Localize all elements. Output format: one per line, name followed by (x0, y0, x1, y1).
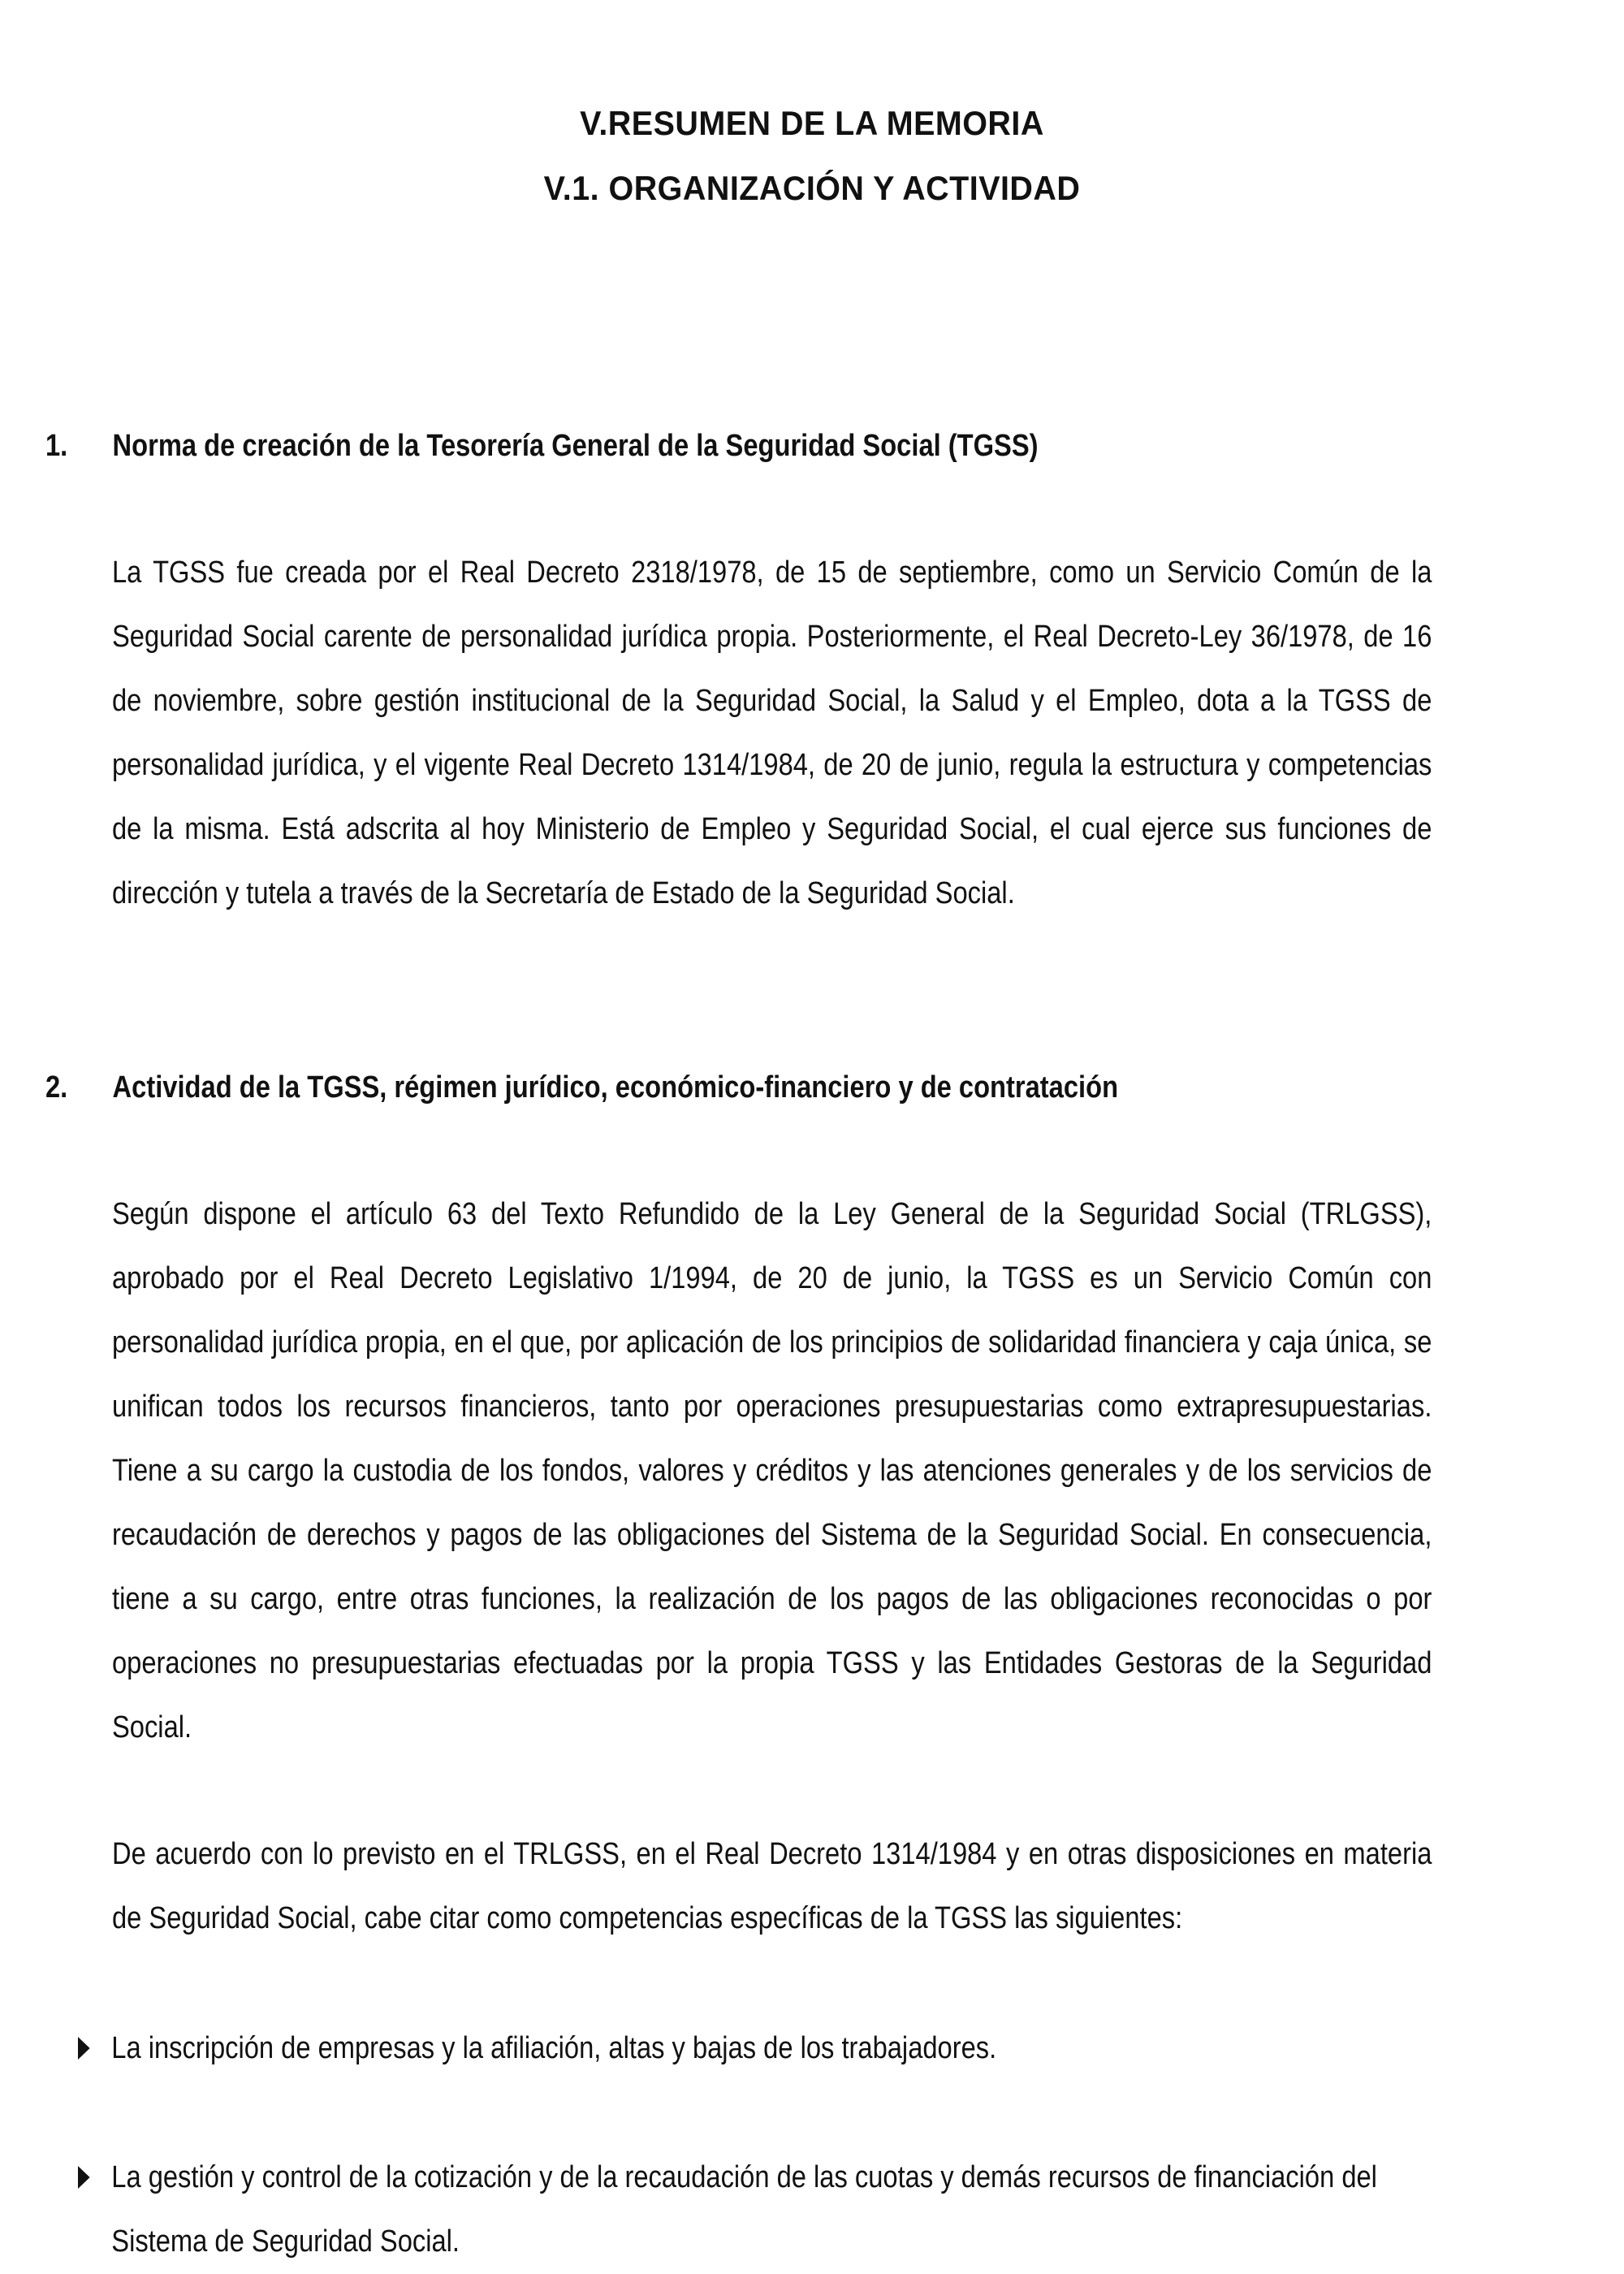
section-2-paragraph-2: De acuerdo con lo previsto en el TRLGSS, en el Real Decreto 1314/1984 y en otras disposiciones en materia de Seguridad Social, cabe citar como competencias específicas de la TGSS las siguientes: (112, 1837, 1432, 1935)
list-item-text: La gestión y control de la cotización y de la recaudación de las cuotas y demás recursos de financiación del Sistema de Seguridad Social. (111, 2160, 1377, 2259)
list-item (78, 2017, 1405, 2081)
section-number: 2. (45, 1070, 68, 1105)
section-heading-text: Actividad de la TGSS, régimen jurídico, económico-financiero y de contratación (112, 1070, 1119, 1105)
document-subtitle: V.1. ORGANIZACIÓN Y ACTIVIDAD (543, 169, 1081, 207)
section-2-paragraph-1: Según dispone el artículo 63 del Texto Refundido de la Ley General de la Seguridad Social (TRLGSS), aprobado por el Real Decreto Legislativo 1/1994, de 20 de junio, la TGSS es un Servicio Común con personalidad jurídica propia, en el que, por aplicación de los principios de solidaridad financiera y caja única, se unifican todos los recursos financieros, tanto por operaciones presupuestarias como extrapresupuestarias. Tiene a su cargo la custodia de los fondos, valores y créditos y las atenciones generales y de los servicios de recaudación de derechos y pagos de las obligaciones del Sistema de la Seguridad Social. En consecuencia, tiene a su cargo, entre otras funciones, la realización de los pagos de las obligaciones reconocidas o por operaciones no presupuestarias efectuadas por la propia TGSS y las Entidades Gestoras de la Seguridad Social. (112, 1197, 1432, 1744)
section-number: 1. (45, 429, 68, 463)
triangle-bullet-icon (78, 2166, 90, 2189)
triangle-bullet-icon (78, 2037, 90, 2060)
list-item-text: La inscripción de empresas y la afiliación, altas y bajas de los trabajadores. (111, 2031, 997, 2065)
section-1-paragraph: La TGSS fue creada por el Real Decreto 2318/1978, de 15 de septiembre, como un Servicio Común de la Seguridad Social carente de personalidad jurídica propia. Posteriormente, el Real Decreto-Ley 36/1978, de 16 de noviembre, sobre gestión institucional de la Seguridad Social, la Salud y el Empleo, dota a la TGSS de personalidad jurídica, y el vigente Real Decreto 1314/1984, de 20 de junio, regula la estructura y competencias de la misma. Está adscrita al hoy Ministerio de Empleo y Seguridad Social, el cual ejerce sus funciones de dirección y tutela a través de la Secretaría de Estado de la Seguridad Social. (112, 556, 1432, 910)
list-item (78, 2146, 1405, 2274)
section-heading-text: Norma de creación de la Tesorería General de la Seguridad Social (TGSS) (112, 429, 1039, 463)
document-title-block (0, 91, 1624, 221)
section-1-heading (45, 429, 1039, 464)
section-2-heading (45, 1070, 1118, 1105)
document-title: V.RESUMEN DE LA MEMORIA (580, 104, 1044, 142)
